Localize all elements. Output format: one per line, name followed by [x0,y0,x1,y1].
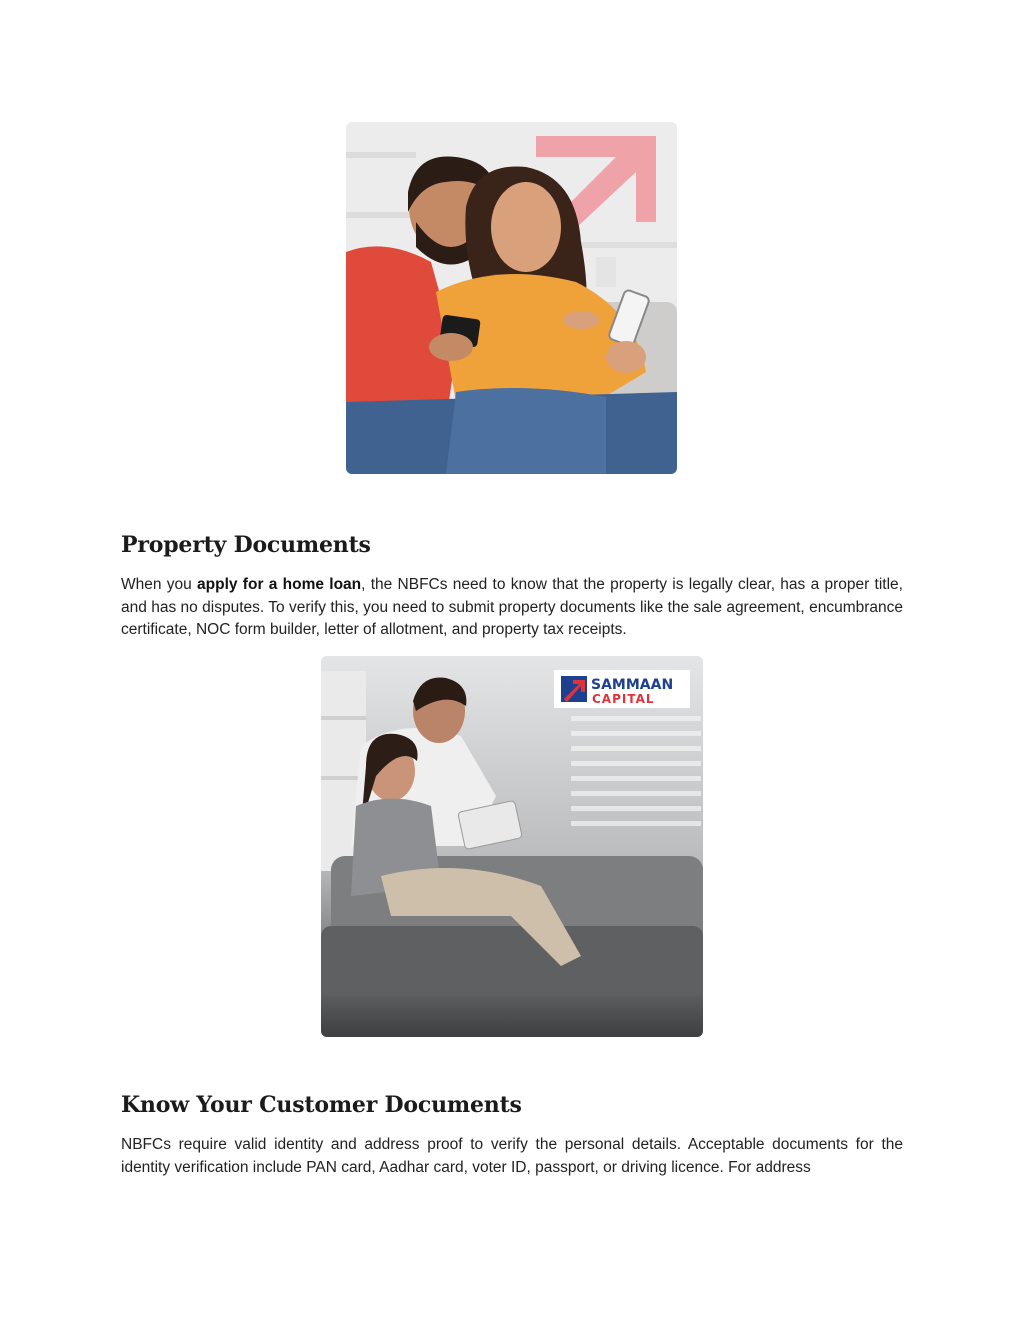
section-heading-property-documents: Property Documents [121,532,371,558]
property-documents-paragraph [121,574,903,642]
paragraph-text-rest: , the NBFCs need to know that the property is legally clear, has a proper title, and has no disputes. To verify this, you need to submit property documents like the sale agreement, encumbrance certificate, NOC form builder, letter of allotment, and property tax receipts. [121,576,903,638]
couple-on-sofa-photo [321,656,703,1037]
apply-home-loan-link[interactable]: apply for a home loan [197,576,362,593]
couple-with-phones-photo [346,122,677,474]
kyc-documents-paragraph: NBFCs require valid identity and address proof to verify the personal details. Acceptable documents for the identity verification include PAN card, Aadhar card, voter ID, passport, or driving licence. For address [121,1136,903,1176]
logo-line-2: CAPITAL [592,692,655,706]
paragraph-text-start: When you [121,576,198,593]
section-heading-kyc-documents: Know Your Customer Documents [121,1092,522,1118]
logo-line-1: SAMMAAN [591,677,674,693]
